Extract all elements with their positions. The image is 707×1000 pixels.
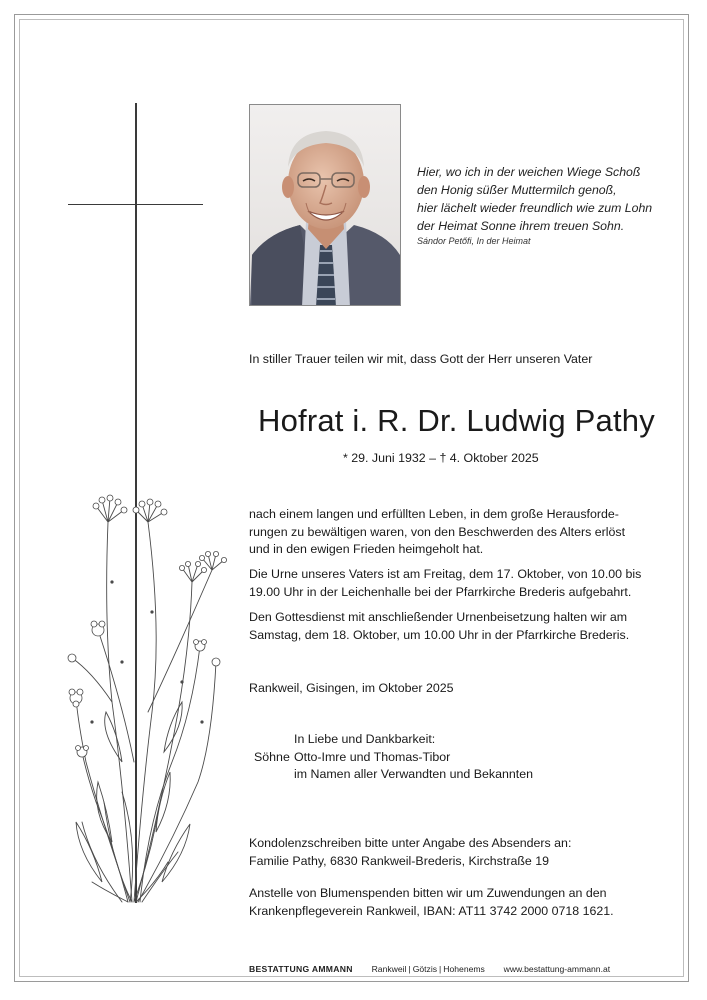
poem-line: Hier, wo ich in der weichen Wiege Schoß xyxy=(417,165,641,179)
poem-line: hier lächelt wieder freundlich wie zum Lohn xyxy=(417,201,653,215)
paragraph-line: und in den ewigen Frieden heimgeholt hat. xyxy=(249,542,484,556)
paragraph-line: nach einem langen und erfüllten Leben, in dem große Herausforde- xyxy=(249,507,619,521)
announcement-paragraph xyxy=(249,506,625,559)
paragraph-line: Die Urne unseres Vaters ist am Freitag, dem 17. Oktober, von 10.00 bis xyxy=(249,567,642,581)
location-rankweil: Rankweil xyxy=(371,964,407,974)
mourners-block xyxy=(294,731,533,784)
cross-horizontal-bar xyxy=(68,204,203,205)
wildflower-illustration xyxy=(52,462,232,907)
location-goetzis: Götzis xyxy=(412,964,438,974)
paragraph-line: rungen zu bewältigen waren, von den Beschwerden des Alters erlöst xyxy=(249,524,626,539)
location-hohenems: Hohenems xyxy=(443,964,485,974)
donation-line: Anstelle von Blumenspenden bitten wir um Zuwendungen an den xyxy=(249,886,607,900)
donation-iban: Krankenpflegeverein Rankweil, IBAN: AT11 3742 2000 0718 1621. xyxy=(249,903,614,918)
thanks-line: In Liebe und Dankbarkeit: xyxy=(294,732,436,746)
sons-names: Otto-Imre und Thomas-Tibor xyxy=(294,749,451,764)
service-paragraph xyxy=(249,609,629,644)
announcement-intro: In stiller Trauer teilen wir mit, dass Gott der Herr unseren Vater xyxy=(249,352,593,366)
place-and-date: Rankweil, Gisingen, im Oktober 2025 xyxy=(249,681,454,695)
deceased-name: Hofrat i. R. Dr. Ludwig Pathy xyxy=(258,403,655,438)
paragraph-line: Den Gottesdienst mit anschließender Urnenbeisetzung halten wir am xyxy=(249,610,628,624)
poem-source: Sándor Petőfi, In der Heimat xyxy=(417,236,531,246)
poem-line: den Honig süßer Muttermilch genoß, xyxy=(417,183,617,197)
brand-name-part2: AMMANN xyxy=(311,964,353,974)
portrait-photo xyxy=(249,104,401,306)
condolences-line: Kondolenzschreiben bitte unter Angabe des Absenders an: xyxy=(249,836,572,850)
relatives-line: im Namen aller Verwandten und Bekannten xyxy=(294,767,534,781)
sons-label: Söhne xyxy=(254,750,290,764)
funeral-home-footer: BESTATTUNG AMMANN Rankweil | Götzis | Hohenems www.bestattung-ammann.at xyxy=(249,964,611,974)
poem-line: der Heimat Sonne ihrem treuen Sohn. xyxy=(417,219,625,233)
paragraph-line: 19.00 Uhr in der Leichenhalle bei der Pfarrkirche Brederis aufgebahrt. xyxy=(249,584,632,599)
portrait-illustration xyxy=(250,105,401,306)
condolences-address: Familie Pathy, 6830 Rankweil-Brederis, Kirchstraße 19 xyxy=(249,853,550,868)
brand-name-part1: BESTATTUNG xyxy=(249,964,310,974)
donation-block xyxy=(249,885,614,920)
paragraph-line: Samstag, dem 18. Oktober, um 10.00 Uhr in der Pfarrkirche Brederis. xyxy=(249,627,630,642)
urn-viewing-paragraph xyxy=(249,566,641,601)
condolences-block xyxy=(249,835,571,870)
poem-verse xyxy=(417,163,677,235)
life-dates: * 29. Juni 1932 – † 4. Oktober 2025 xyxy=(343,451,539,465)
website-link[interactable]: www.bestattung-ammann.at xyxy=(503,964,611,974)
